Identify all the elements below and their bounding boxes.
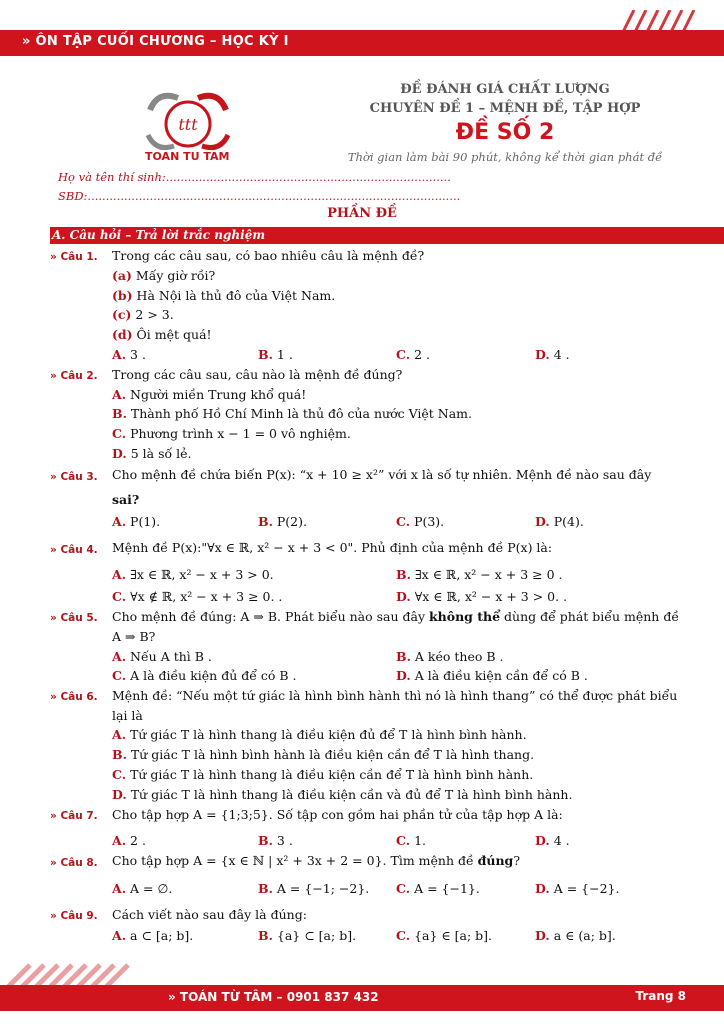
q5-text-bold: không thể [428, 609, 501, 624]
q5-text1a: Cho mệnh đề đúng: A ⇒ B. Phát biểu nào sau đây [112, 609, 429, 624]
q3-option-d [535, 514, 584, 529]
q6-option-b [112, 747, 534, 762]
q8-text-bold: đúng [477, 853, 514, 868]
q8-C-text: A = {−1}. [410, 881, 480, 896]
student-sbd-field: SBD:...................................................................................................... [58, 189, 461, 203]
q2-A-text: Người miền Trung khổ quá! [126, 387, 307, 402]
q7-A-text: 2 . [126, 833, 146, 848]
q1-b-key: (b) [112, 288, 133, 303]
q1-c-text: 2 > 3. [131, 307, 174, 322]
logo-mark: ttt [178, 115, 198, 134]
q4-label: » Câu 4. [50, 544, 98, 556]
part-title: A. Câu hỏi – Trả lời trắc nghiệm [52, 228, 266, 242]
q2-A-key: A. [112, 387, 127, 402]
q1-item-c [112, 307, 174, 322]
q3-A-key: A. [112, 514, 127, 529]
footer-contact: » TOÁN TỪ TÂM – 0901 837 432 [168, 990, 379, 1004]
q6-A-text: Tứ giác T là hình thang là điều kiện đủ để T là hình bình hành. [126, 727, 527, 742]
q1-A-key: A. [112, 347, 127, 362]
q1-item-a [112, 268, 215, 283]
q3-D-key: D. [535, 514, 550, 529]
q1-option-b [258, 347, 293, 362]
q4-text: Mệnh đề P(x):"∀x ∈ ℝ, x² − x + 3 < 0". Phủ định của mệnh đề P(x) là: [112, 540, 553, 555]
q7-A-key: A. [112, 833, 127, 848]
q9-option-a [112, 928, 193, 943]
q6-option-c [112, 767, 533, 782]
q8-option-d [535, 881, 619, 896]
q4-C-key: C. [112, 589, 127, 604]
q4-option-c [112, 589, 282, 604]
q1-C-key: C. [396, 347, 411, 362]
q6-text2: lại là [112, 708, 143, 723]
q1-option-c [396, 347, 430, 362]
decorative-slashes [604, 10, 704, 50]
q8-text-end: ? [513, 853, 521, 868]
q2-D-key: D. [112, 446, 127, 461]
time-note: Thời gian làm bài 90 phút, không kể thời gian phát đề [347, 150, 663, 164]
q9-D-text: a ∈ (a; b]. [549, 928, 616, 943]
q5-option-b [396, 649, 503, 664]
q7-D-text: 4 . [549, 833, 570, 848]
q5-C-key: C. [112, 668, 127, 683]
q4-D-key: D. [396, 589, 411, 604]
q1-text: Trong các câu sau, có bao nhiêu câu là mệnh đề? [112, 248, 425, 263]
q8-option-a [112, 881, 172, 896]
q2-label: » Câu 2. [50, 370, 98, 382]
q2-B-text: Thành phố Hồ Chí Minh là thủ đô của nước Việt Nam. [126, 406, 472, 421]
q9-B-text: {a} ⊂ [a; b]. [272, 928, 357, 943]
q8-B-text: A = {−1; −2}. [272, 881, 370, 896]
q6-C-text: Tứ giác T là hình thang là điều kiện cần để T là hình bình hành. [126, 767, 534, 782]
q1-D-key: D. [535, 347, 550, 362]
q3-option-a [112, 514, 160, 529]
q9-option-b [258, 928, 356, 943]
q5-C-text: A là điều kiện đủ để có B . [126, 668, 297, 683]
section-title: PHẦN ĐỀ [327, 206, 397, 221]
q2-D-text: 5 là số lẻ. [126, 446, 192, 461]
q6-D-key: D. [112, 787, 127, 802]
q6-B-key: B. [112, 747, 127, 762]
q3-option-c [396, 514, 444, 529]
q1-d-text: Ôi mệt quá! [132, 327, 212, 342]
q8-A-key: A. [112, 881, 127, 896]
q1-d-key: (d) [112, 327, 133, 342]
q2-option-d [112, 446, 191, 461]
q8-C-key: C. [396, 881, 411, 896]
q9-label: » Câu 9. [50, 910, 98, 922]
q1-D-text: 4 . [549, 347, 570, 362]
q4-option-b [396, 567, 562, 582]
q7-option-d [535, 833, 570, 848]
q1-c-key: (c) [112, 307, 132, 322]
q4-option-a [112, 567, 274, 582]
q5-B-key: B. [396, 649, 411, 664]
q8-D-key: D. [535, 881, 550, 896]
q3-C-text: P(3). [410, 514, 445, 529]
q4-B-text: ∃x ∈ ℝ, x² − x + 3 ≥ 0 . [410, 567, 563, 582]
q5-A-key: A. [112, 649, 127, 664]
q4-option-d [396, 589, 567, 604]
q8-A-text: A = ∅. [126, 881, 173, 896]
q1-item-b [112, 288, 335, 303]
q7-option-b [258, 833, 293, 848]
q3-text2: sai? [112, 492, 140, 507]
q1-item-d [112, 327, 212, 342]
q7-label: » Câu 7. [50, 810, 98, 822]
q6-B-text: Tứ giác T là hình bình hành là điều kiện cần để T là hình thang. [126, 747, 535, 762]
title-line1: ĐỀ ĐÁNH GIÁ CHẤT LƯỢNG [400, 82, 610, 97]
exam-number: ĐỀ SỐ 2 [455, 120, 555, 145]
q9-option-d [535, 928, 616, 943]
q8-text [112, 853, 520, 868]
q7-C-key: C. [396, 833, 411, 848]
q8-B-key: B. [258, 881, 273, 896]
q5-label: » Câu 5. [50, 612, 98, 624]
q7-option-a [112, 833, 146, 848]
q6-A-key: A. [112, 727, 127, 742]
q3-B-text: P(2). [272, 514, 307, 529]
q3-C-key: C. [396, 514, 411, 529]
q9-D-key: D. [535, 928, 550, 943]
logo-name: TOAN TU TAM [145, 150, 230, 163]
student-name-field: Họ và tên thí sinh:.............................................................................. [58, 170, 451, 184]
q9-A-text: a ⊂ [a; b]. [126, 928, 194, 943]
q1-label: » Câu 1. [50, 251, 98, 263]
q1-option-a [112, 347, 146, 362]
q3-B-key: B. [258, 514, 273, 529]
q8-label: » Câu 8. [50, 857, 98, 869]
q4-A-text: ∃x ∈ ℝ, x² − x + 3 > 0. [126, 567, 274, 582]
q2-B-key: B. [112, 406, 127, 421]
q7-D-key: D. [535, 833, 550, 848]
q7-C-text: 1. [410, 833, 426, 848]
q9-text: Cách viết nào sau đây là đúng: [112, 907, 307, 922]
part-bar [50, 227, 724, 244]
q5-D-text: A là điều kiện cần để có B . [410, 668, 588, 683]
q7-option-c [396, 833, 426, 848]
q2-text: Trong các câu sau, câu nào là mệnh đề đúng? [112, 367, 403, 382]
q3-text1: Cho mệnh đề chứa biến P(x): “x + 10 ≥ x²” với x là số tự nhiên. Mệnh đề nào sau đây [112, 467, 652, 482]
q1-B-key: B. [258, 347, 273, 362]
q5-option-a [112, 649, 212, 664]
q2-C-key: C. [112, 426, 127, 441]
q3-A-text: P(1). [126, 514, 161, 529]
q8-option-b [258, 881, 369, 896]
q6-label: » Câu 6. [50, 691, 98, 703]
footer-bar [0, 985, 724, 1011]
q4-D-text: ∀x ∈ ℝ, x² − x + 3 > 0. . [410, 589, 568, 604]
q9-C-key: C. [396, 928, 411, 943]
q6-option-a [112, 727, 527, 742]
q5-D-key: D. [396, 668, 411, 683]
page-number: Trang 8 [635, 989, 686, 1003]
q2-option-a [112, 387, 306, 402]
q1-A-text: 3 . [126, 347, 146, 362]
q5-B-text: A kéo theo B . [410, 649, 504, 664]
q7-B-key: B. [258, 833, 273, 848]
q3-label: » Câu 3. [50, 471, 98, 483]
q2-option-c [112, 426, 351, 441]
q6-option-d [112, 787, 572, 802]
q7-B-text: 3 . [272, 833, 293, 848]
q9-C-text: {a} ∈ [a; b]. [410, 928, 492, 943]
q5-text1b: dùng để phát biểu mệnh đề [500, 609, 680, 624]
q1-C-text: 2 . [410, 347, 430, 362]
q2-C-text: Phương trình x − 1 = 0 vô nghiệm. [126, 426, 351, 441]
q5-A-text: Nếu A thì B . [126, 649, 212, 664]
q1-a-key: (a) [112, 268, 132, 283]
q2-option-b [112, 406, 472, 421]
banner-text: » ÔN TẬP CUỐI CHƯƠNG – HỌC KỲ I [22, 34, 289, 49]
q5-option-d [396, 668, 588, 683]
q7-text: Cho tập hợp A = {1;3;5}. Số tập con gồm hai phần tử của tập hợp A là: [112, 807, 563, 822]
q5-text1 [112, 609, 679, 624]
q4-A-key: A. [112, 567, 127, 582]
q6-D-text: Tứ giác T là hình thang là điều kiện cần và đủ để T là hình bình hành. [126, 787, 573, 802]
q1-a-text: Mấy giờ rồi? [131, 268, 216, 283]
q1-b-text: Hà Nội là thủ đô của Việt Nam. [132, 288, 336, 303]
q9-option-c [396, 928, 492, 943]
q8-text-a: Cho tập hợp A = {x ∈ ℕ | x² + 3x + 2 = 0}. Tìm mệnh đề [112, 853, 478, 868]
q9-A-key: A. [112, 928, 127, 943]
q3-option-b [258, 514, 307, 529]
q8-D-text: A = {−2}. [549, 881, 620, 896]
q1-B-text: 1 . [272, 347, 293, 362]
q6-text1: Mệnh đề: “Nếu một tứ giác là hình bình hành thì nó là hình thang” có thể được phát biểu [112, 688, 678, 703]
q6-C-key: C. [112, 767, 127, 782]
q1-option-d [535, 347, 570, 362]
q9-B-key: B. [258, 928, 273, 943]
q4-C-text: ∀x ∉ ℝ, x² − x + 3 ≥ 0. . [126, 589, 283, 604]
title-line2: CHUYÊN ĐỀ 1 – MỆNH ĐỀ, TẬP HỢP [369, 101, 641, 116]
q5-text2: A ⇒ B? [112, 629, 156, 644]
q3-D-text: P(4). [549, 514, 584, 529]
q8-option-c [396, 881, 480, 896]
q5-option-c [112, 668, 297, 683]
q4-B-key: B. [396, 567, 411, 582]
